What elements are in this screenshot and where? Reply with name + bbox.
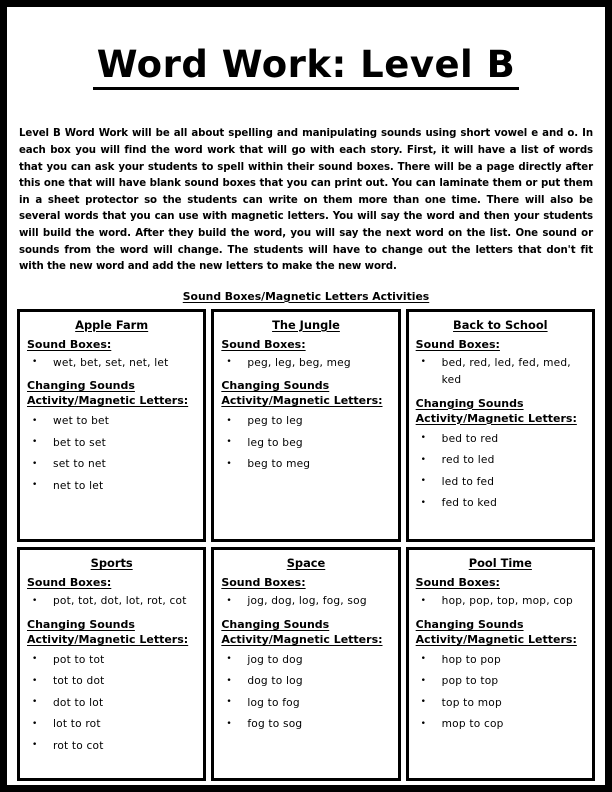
- changing-sounds-label: Changing Sounds: [27, 617, 135, 631]
- page-content: [7, 7, 605, 785]
- list-item: • hop, pop, top, mop, cop: [416, 593, 585, 611]
- activities-list: [27, 650, 196, 758]
- list-item: • pot to tot: [27, 650, 196, 672]
- sound-boxes-label: Sound Boxes:: [27, 337, 112, 351]
- activity-box-grid: [17, 309, 595, 781]
- list-item: • set to net: [27, 454, 196, 476]
- activity-box: [406, 309, 595, 543]
- list-item: • wet to bet: [27, 411, 196, 433]
- section-heading-container: [17, 285, 595, 304]
- sound-boxes-word-list: [27, 593, 196, 611]
- list-item: • fed to ked: [416, 493, 585, 515]
- list-item: • top to mop: [416, 693, 585, 715]
- list-item: • beg to meg: [221, 454, 390, 476]
- list-item: • bed, red, led, fed, med, ked: [416, 355, 585, 390]
- list-item: • tot to dot: [27, 671, 196, 693]
- sound-boxes-label: Sound Boxes:: [221, 337, 306, 351]
- changing-sounds-label: Changing Sounds: [27, 379, 135, 393]
- list-item: • mop to cop: [416, 714, 585, 736]
- list-item: • peg to leg: [221, 411, 390, 433]
- changing-sounds-label: Changing Sounds: [415, 396, 524, 410]
- activities-list: [221, 650, 390, 736]
- list-item: • rot to cot: [27, 736, 196, 758]
- activity-magnetic-letters-label: Activity/Magnetic Letters:: [27, 632, 189, 646]
- intro-paragraph: Level B Word Work will be all about spelling and manipulating sounds using short vowel e and o. In each box you will find the word work that will go with each story. First, it will have a list of words that you can ask your students to spell within their sound boxes. There will be a page directly after this one that will have blank sound boxes that you can print out. You can laminate them or put them in a sheet protector so the students can write on them more than one time. There will also be several words that you can use with magnetic letters. You will say the word and then your students will build the word. After they build the word, you will say the next word on the list. One sound or sounds from the word will change. The students will have to change out the letters that don't fit with the new word and add the new letters to make the new word.: [19, 128, 593, 273]
- activities-list: [221, 411, 390, 476]
- list-item: • red to led: [416, 450, 585, 472]
- activity-box-title: Apple Farm: [75, 317, 149, 332]
- list-item: • net to let: [27, 476, 196, 498]
- activity-magnetic-letters-label: Activity/Magnetic Letters:: [221, 394, 383, 408]
- sound-boxes-word-list: [221, 593, 390, 611]
- activity-magnetic-letters-label: Activity/Magnetic Letters:: [27, 394, 189, 408]
- list-item: • leg to beg: [221, 433, 390, 455]
- sound-boxes-label: Sound Boxes:: [415, 337, 500, 351]
- page-title: Word Work: Level B: [93, 46, 520, 90]
- sound-boxes-word-list: [416, 593, 585, 611]
- activities-list: [27, 411, 196, 497]
- list-item: • jog to dog: [221, 650, 390, 672]
- activity-box: [211, 309, 400, 543]
- list-item: • bed to red: [416, 429, 585, 451]
- activity-magnetic-letters-label: Activity/Magnetic Letters:: [415, 411, 577, 425]
- list-item: • wet, bet, set, net, let: [27, 355, 196, 373]
- activity-box-title: Pool Time: [468, 556, 532, 571]
- sound-boxes-label: Sound Boxes:: [415, 576, 500, 590]
- activity-box: [17, 309, 206, 543]
- sound-boxes-label: Sound Boxes:: [27, 576, 112, 590]
- list-item: • bet to set: [27, 433, 196, 455]
- activity-box-title: Back to School: [453, 317, 548, 332]
- sound-boxes-word-list: [27, 355, 196, 373]
- activity-box: [211, 547, 400, 781]
- title-container: [17, 13, 595, 116]
- list-item: • fog to sog: [221, 714, 390, 736]
- list-item: • jog, dog, log, fog, sog: [221, 593, 390, 611]
- activities-list: [416, 429, 585, 515]
- activity-box-title: Space: [286, 556, 326, 571]
- activity-box-title: The Jungle: [272, 317, 340, 332]
- changing-sounds-label: Changing Sounds: [221, 379, 330, 393]
- activity-box-title: Sports: [90, 556, 133, 571]
- list-item: • dog to log: [221, 671, 390, 693]
- sound-boxes-word-list: [221, 355, 390, 373]
- activity-box: [406, 547, 595, 781]
- list-item: • dot to lot: [27, 693, 196, 715]
- changing-sounds-label: Changing Sounds: [415, 617, 524, 631]
- activities-list: [416, 650, 585, 736]
- activity-magnetic-letters-label: Activity/Magnetic Letters:: [221, 632, 383, 646]
- list-item: • lot to rot: [27, 714, 196, 736]
- list-item: • led to fed: [416, 472, 585, 494]
- activity-box: [17, 547, 206, 781]
- activity-magnetic-letters-label: Activity/Magnetic Letters:: [415, 632, 577, 646]
- sound-boxes-word-list: [416, 355, 585, 390]
- list-item: • hop to pop: [416, 650, 585, 672]
- sound-boxes-label: Sound Boxes:: [221, 576, 306, 590]
- list-item: • log to fog: [221, 693, 390, 715]
- list-item: • pop to top: [416, 671, 585, 693]
- list-item: • peg, leg, beg, meg: [221, 355, 390, 373]
- list-item: • pot, tot, dot, lot, rot, cot: [27, 593, 196, 611]
- changing-sounds-label: Changing Sounds: [221, 617, 330, 631]
- section-heading: Sound Boxes/Magnetic Letters Activities: [182, 289, 430, 303]
